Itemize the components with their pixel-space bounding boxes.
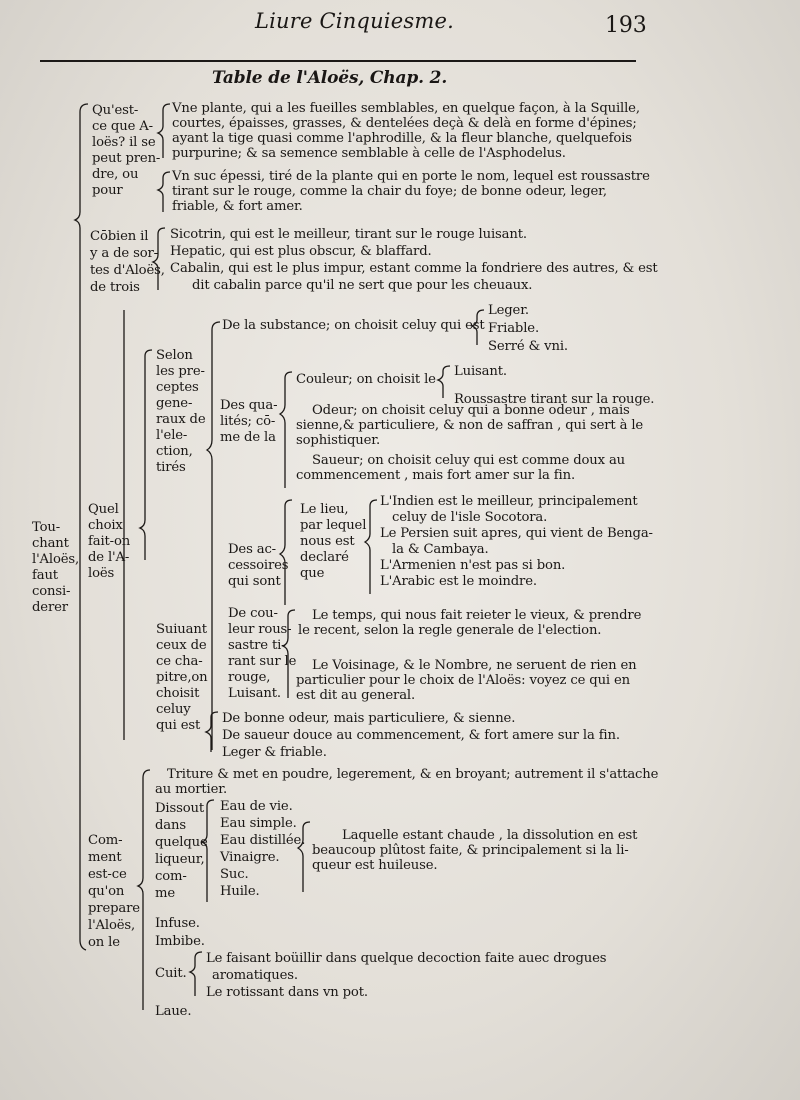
sec4-cuit-items: Le faisant boüillir dans quelque decoction faite auec drogues aromatiques. Le rotissant dans vn pot.: [206, 951, 607, 1000]
running-title: Liure Cinquiesme.: [255, 9, 454, 33]
sec3-selon: Selon les pre- ceptes gene- raux de l'ele- ction, tirés: [156, 348, 206, 475]
sec3-lieu: Le lieu, par lequel nous est declaré que: [300, 502, 367, 581]
sec3-suiuant-items: De bonne odeur, mais particuliere, & sienne. De saueur douce au commencement, & fort amere sur la fin. Leger & friable.: [222, 711, 620, 760]
sec3-quel-choix: Quel choix fait-on de l'A- loës: [88, 502, 131, 581]
sec4-liqueurs: Eau de vie. Eau simple. Eau distillée. Vinaigre. Suc. Huile.: [220, 799, 306, 899]
sec3-saueur: Saueur; on choisit celuy qui est comme doux au commencement , mais fort amer sur la fin.: [296, 453, 626, 483]
sec3-lieu-opts: L'Indien est le meilleur, principalement celuy de l'isle Socotora. Le Persien suit apres, qui vient de Benga- la & Cambaya. L'Armenien n'est pas si bon. L'Arabic est le moindre.: [380, 494, 653, 589]
header-rule: [40, 60, 636, 62]
sec4-question: Com- ment est-ce qu'on prepare l'Aloës, on le: [88, 833, 140, 950]
sec3-substance-opts: Leger. Friable. Serré & vni.: [488, 303, 568, 354]
sec3-accessoires: Des ac- cessoires qui sont: [228, 542, 289, 589]
page-number: 193: [605, 13, 647, 38]
sec3-temps: Le temps, qui nous fait reieter le vieux, & prendre le recent, selon la regle generale de l'election.: [298, 608, 642, 638]
sec1-plant: Vne plante, qui a les fueilles semblables, en quelque façon, à la Squille, courtes, épaisses, grasses, & dentelées deçà & delà en forme d'épines; ayant la tige quasi comme l'aphrodille, & la fleur blanche, quelquefois purpurine; & sa semence semblable à celle de l'Asphodelus.: [172, 101, 640, 161]
sec4-laquelle: Laquelle estant chaude , la dissolution en est beaucoup plûtost faite, & principalement si la li- queur est huileuse.: [312, 828, 638, 873]
sec3-couleur: Couleur; on choisit le: [296, 372, 436, 387]
sec3-suiuant: Suiuant ceux de ce cha- pitre,on choisit celuy qui est: [156, 622, 208, 733]
sec4-imbibe: Imbibe.: [155, 934, 205, 949]
sec3-substance: De la substance; on choisit celuy qui est: [222, 318, 485, 333]
sec2-question: Cōbien il y a de sor- tes d'Aloës, de trois: [90, 229, 165, 295]
sec4-dissout: Dissout dans quelque liqueur, com- me: [155, 801, 208, 901]
sec4-triture: Triture & met en poudre, legerement, & en broyant; autrement il s'attache au mortier.: [155, 767, 659, 797]
sec3-qualites: Des qua- lités; cō- me de la: [220, 398, 278, 445]
sec1-juice: Vn suc épessi, tiré de la plante qui en porte le nom, lequel est roussastre tirant sur le rouge, comme la chair du foye; de bonne odeur, leger, friable, & fort amer.: [172, 169, 650, 214]
sec3-couleur-rous: De cou- leur rous- sastre ti- rant sur le rouge, Luisant.: [228, 606, 297, 701]
sec3-touchant: Tou- chant l'Aloës, faut consi- derer: [32, 520, 80, 615]
sec1-question: Qu'est- ce que A- loës? il se peut pren- dre, ou pour: [92, 103, 161, 198]
sec3-couleur-opts: Luisant. Roussastre tirant sur la rouge.: [454, 364, 655, 407]
sec3-voisinage: Le Voisinage, & le Nombre, ne seruent de rien en particulier pour le choix de l'Aloës: voyez ce qui en est dit au general.: [296, 658, 637, 703]
sec2-items: Sicotrin, qui est le meilleur, tirant sur le rouge luisant. Hepatic, qui est plus obscur, & blaffard. Cabalin, qui est le plus impur, estant comme la fondriere des autres, & est dit cabalin parce qu'il ne sert que pour les cheuaux.: [170, 227, 658, 293]
sec3-odeur: Odeur; on choisit celuy qui a bonne odeur , mais sienne,& particuliere, & non de saffran , qui sert à le sophistiquer.: [296, 403, 644, 448]
sec4-infuse: Infuse.: [155, 916, 200, 931]
sec4-cuit: Cuit.: [155, 966, 187, 981]
sec4-laue: Laue.: [155, 1004, 192, 1019]
table-title: Table de l'Aloës, Chap. 2.: [212, 68, 448, 88]
